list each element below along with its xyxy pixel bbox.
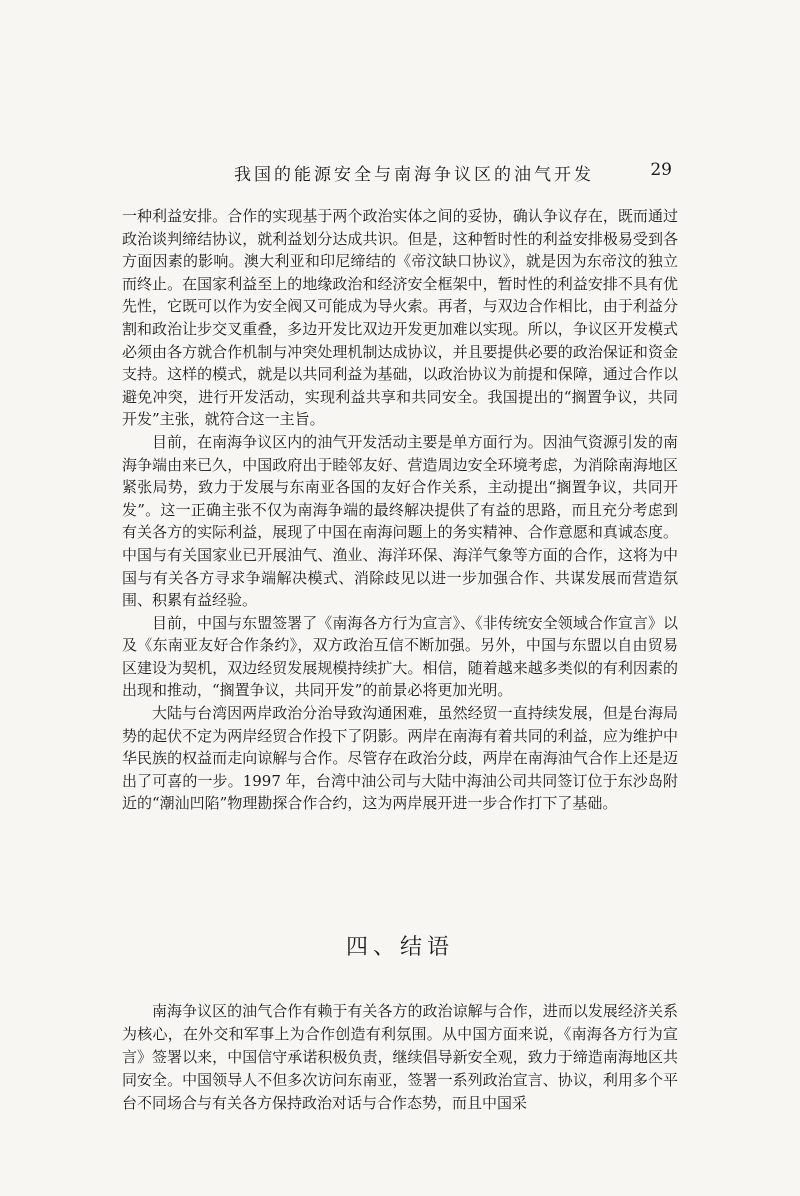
paragraph: 目前，在南海争议区内的油气开发活动主要是单方面行为。因油气资源引发的南海争端由来已久，中国政府出于睦邻友好、营造周边安全环境考虑，为消除南海地区紧张局势，致力于发展与东南亚各国的友好合作关系，主动提出“搁置争议，共同开发”。这一正确主张不仅为南海争端的最终解决提供了有益的思路，而且充分考虑到有关各方的实际利益，展现了中国在南海问题上的务实精神、合作意愿和真诚态度。中国与有关国家业已开展油气、渔业、海洋环保、海洋气象等方面的合作，这将为中国与有关各方寻求争端解决模式、消除歧见以进一步加强合作、共谋发展而营造氛围、积累有益经验。 bbox=[122, 432, 678, 610]
header-title: 我国的能源安全与南海争议区的油气开发 bbox=[234, 165, 594, 185]
paragraph: 大陆与台湾因两岸政治分治导致沟通困难，虽然经贸一直持续发展，但是台海局势的起伏不定为两岸经贸合作投下了阴影。两岸在南海有着共同的利益，应为维护中华民族的权益而走向谅解与合作。尽管存在政治分歧，两岸在南海油气合作上还是迈出了可喜的一步。1997 年，台湾中油公司与大陆中海油公司共同签订位于东沙岛附近的“潮汕凹陷”物理勘探合作合约，这为两岸展开进一步合作打下了基础。 bbox=[122, 704, 678, 813]
paragraph: 一种利益安排。合作的实现基于两个政治实体之间的妥协，确认争议存在，既而通过政治谈判缔结协议，就利益划分达成共识。但是，这种暂时性的利益安排极易受到各方面因素的影响。澳大利亚和印尼缔结的《帝汶缺口协议》，就是因为东帝汶的独立而终止。在国家利益至上的地缘政治和经济安全框架中，暂时性的利益安排不具有优先性，它既可以作为安全阀又可能成为导火索。再者，与双边合作相比，由于利益分割和政治让步交叉重叠，多边开发比双边开发更加难以实现。所以，争议区开发模式必须由各方就合作机制与冲突处理机制达成协议，并且要提供必要的政治保证和资金支持。这样的模式，就是以共同利益为基础，以政治协议为前提和保障，通过合作以避免冲突，进行开发活动，实现利益共享和共同安全。我国提出的“搁置争议，共同开发”主张，就符合这一主旨。 bbox=[122, 207, 678, 429]
paragraph: 南海争议区的油气合作有赖于有关各方的政治谅解与合作，进而以发展经济关系为核心，在外交和军事上为合作创造有利氛围。从中国方面来说，《南海各方行为宣言》签署以来，中国信守承诺积极负责，继续倡导新安全观，致力于缔造南海地区共同安全。中国领导人不但多次访问东南亚，签署一系列政治宣言、协议，利用多个平台不同场合与有关各方保持政治对话与合作态势，而且中国采 bbox=[122, 1002, 678, 1112]
section-heading: 四、结语 bbox=[345, 935, 454, 960]
paragraph: 目前，中国与东盟签署了《南海各方行为宣言》、《非传统安全领域合作宣言》以及《东南亚友好合作条约》，双方政治互信不断加强。另外，中国与东盟以自由贸易区建设为契机，双边经贸发展规模持续扩大。相信，随着越来越多类似的有利因素的出现和推动，“搁置争议，共同开发”的前景必将更加光明。 bbox=[122, 613, 678, 700]
page-number: 29 bbox=[650, 160, 672, 180]
conclusion-text bbox=[122, 1000, 678, 1115]
body-text bbox=[122, 205, 678, 815]
running-header bbox=[122, 160, 672, 186]
